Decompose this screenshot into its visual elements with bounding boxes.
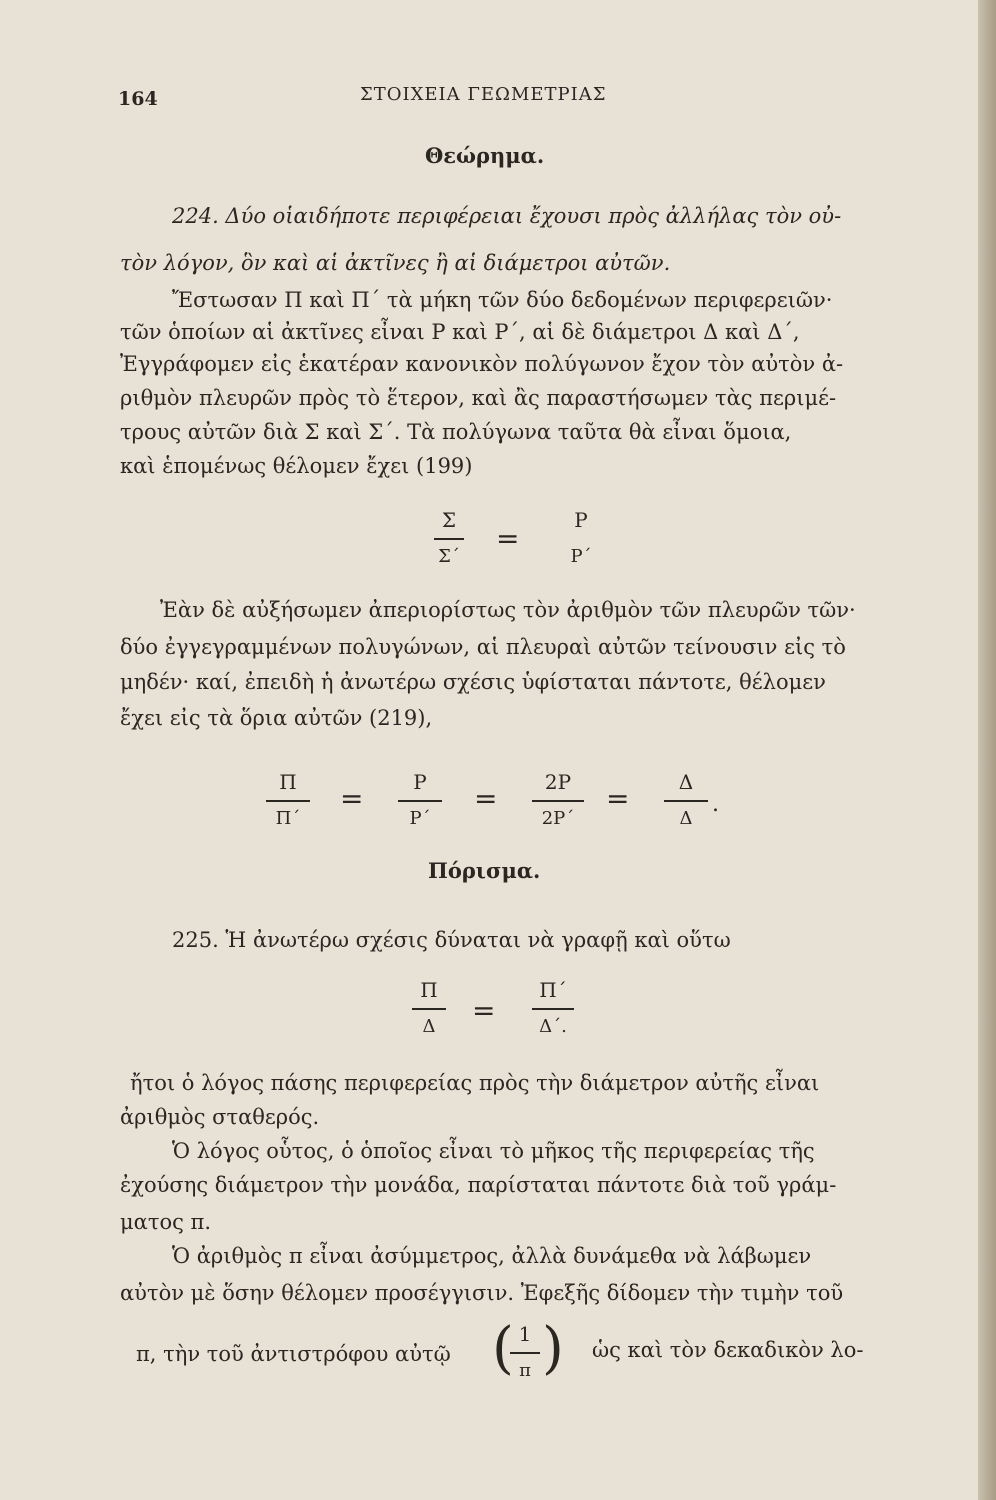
theorem-line: τὸν λόγον, ὃν καὶ αἱ ἀκτῖνες ἢ αἱ διάμετροι αὐτῶν. (120, 251, 671, 275)
fraction-numerator: Ρ (413, 770, 427, 794)
fraction-denominator: Ρ΄ (409, 808, 431, 829)
equation-2-fraction (398, 770, 442, 829)
equation-2-fraction (532, 770, 584, 829)
proof-line: δύο ἐγγεγραμμένων πολυγώνων, αἱ πλευραὶ αὐτῶν τείνουσιν εἰς τὸ (120, 635, 846, 659)
fraction-denominator: 2Ρ΄ (541, 808, 575, 829)
inline-fraction (510, 1322, 540, 1381)
fraction-numerator: Π (279, 770, 297, 794)
proof-line: ριθμὸν πλευρῶν πρὸς τὸ ἕτερον, καὶ ἂς παραστήσωμεν τὰς περιμέ- (120, 386, 837, 410)
fraction-numerator: Δ (678, 770, 694, 794)
fraction-denominator: Δ (422, 1016, 436, 1037)
fraction-denominator: Π΄ (275, 808, 301, 829)
fraction-numerator: Σ (441, 508, 457, 532)
running-title: ΣΤΟΙΧΕΙΑ ΓΕΩΜΕΤΡΙΑΣ (360, 84, 607, 105)
fraction-denominator: Ρ΄ (570, 546, 592, 567)
equation-1-right-fraction (566, 508, 596, 567)
proof-line: Ἐγγράφομεν εἰς ἑκατέραν κανονικὸν πολύγωνον ἔχον τὸν αὐτὸν ἀ- (120, 352, 844, 376)
proof-line: μηδέν· καί, ἐπειδὴ ἡ ἀνωτέρω σχέσις ὑφίσταται πάντοτε, θέλομεν (120, 670, 826, 694)
equation-2-fraction (266, 770, 310, 829)
porism-line: ἤτοι ὁ λόγος πάσης περιφερείας πρὸς τὴν διάμετρον αὐτῆς εἶναι (130, 1071, 820, 1095)
equation-3-left-fraction (412, 978, 446, 1037)
porism-line: π, τὴν τοῦ ἀντιστρόφου αὐτῷ (136, 1342, 451, 1366)
equals-sign: = (474, 782, 498, 815)
fraction-denominator: Σ΄ (438, 546, 460, 567)
equation-end-period: . (712, 792, 719, 817)
reciprocal-fraction: ( 1 π ) (492, 1316, 564, 1381)
fraction-numerator: Ρ (574, 508, 588, 532)
fraction-numerator: 1 (518, 1322, 532, 1346)
proof-line: καὶ ἑπομένως θέλομεν ἔχει (199) (120, 454, 473, 478)
porism-line: ματος π. (120, 1210, 212, 1234)
equals-sign: = (472, 994, 496, 1027)
page-number: 164 (118, 88, 158, 110)
proof-line: τρους αὐτῶν διὰ Σ καὶ Σ΄. Τὰ πολύγωνα ταῦτα θὰ εἶναι ὅμοια, (120, 420, 792, 444)
fraction-denominator: Δ΄. (539, 1016, 567, 1037)
fraction-numerator: 2Ρ (544, 770, 572, 794)
page-edge (978, 0, 996, 1500)
fraction-numerator: Π΄ (539, 978, 567, 1002)
proof-line: Ἔστωσαν Π καὶ Π΄ τὰ μήκη τῶν δύο δεδομένων περιφερειῶν· (172, 288, 833, 312)
proof-line: Ἐὰν δὲ αὐξήσωμεν ἀπεριορίστως τὸν ἀριθμὸν τῶν πλευρῶν τῶν· (160, 598, 856, 622)
equation-1-left-fraction (434, 508, 464, 567)
porism-line: Ὁ ἀριθμὸς π εἶναι ἀσύμμετρος, ἀλλὰ δυνάμεθα νὰ λάβωμεν (172, 1244, 812, 1268)
equals-sign: = (606, 782, 630, 815)
porism-line: αὐτὸν μὲ ὅσην θέλομεν προσέγγισιν. Ἐφεξῆς δίδομεν τὴν τιμὴν τοῦ (120, 1281, 844, 1305)
porism-heading: Πόρισμα. (428, 858, 541, 883)
equation-3-right-fraction (532, 978, 574, 1037)
porism-line: Ὁ λόγος οὗτος, ὁ ὁποῖος εἶναι τὸ μῆκος τῆς περιφερείας τῆς (172, 1139, 815, 1163)
porism-line: 225. Ἡ ἀνωτέρω σχέσις δύναται νὰ γραφῇ καὶ οὕτω (172, 928, 731, 952)
theorem-line: 224. Δύο οἱαιδήποτε περιφέρειαι ἔχουσι πρὸς ἀλλήλας τὸν οὐ- (172, 204, 842, 228)
porism-line: ἀριθμὸς σταθερός. (120, 1105, 320, 1129)
fraction-denominator: Δ (679, 808, 693, 829)
porism-line: ὡς καὶ τὸν δεκαδικὸν λο- (592, 1338, 864, 1362)
fraction-denominator: π (519, 1360, 531, 1381)
theorem-heading: Θεώρημα. (425, 143, 545, 168)
equation-2-fraction (664, 770, 708, 829)
proof-line: τῶν ὁποίων αἱ ἀκτῖνες εἶναι Ρ καὶ Ρ΄, αἱ δὲ διάμετροι Δ καὶ Δ΄, (120, 320, 800, 344)
proof-line: ἔχει εἰς τὰ ὅρια αὐτῶν (219), (120, 706, 433, 730)
equals-sign: = (496, 522, 520, 555)
equals-sign: = (340, 782, 364, 815)
fraction-numerator: Π (420, 978, 438, 1002)
porism-line: ἐχούσης διάμετρον τὴν μονάδα, παρίσταται πάντοτε διὰ τοῦ γράμ- (120, 1173, 837, 1197)
